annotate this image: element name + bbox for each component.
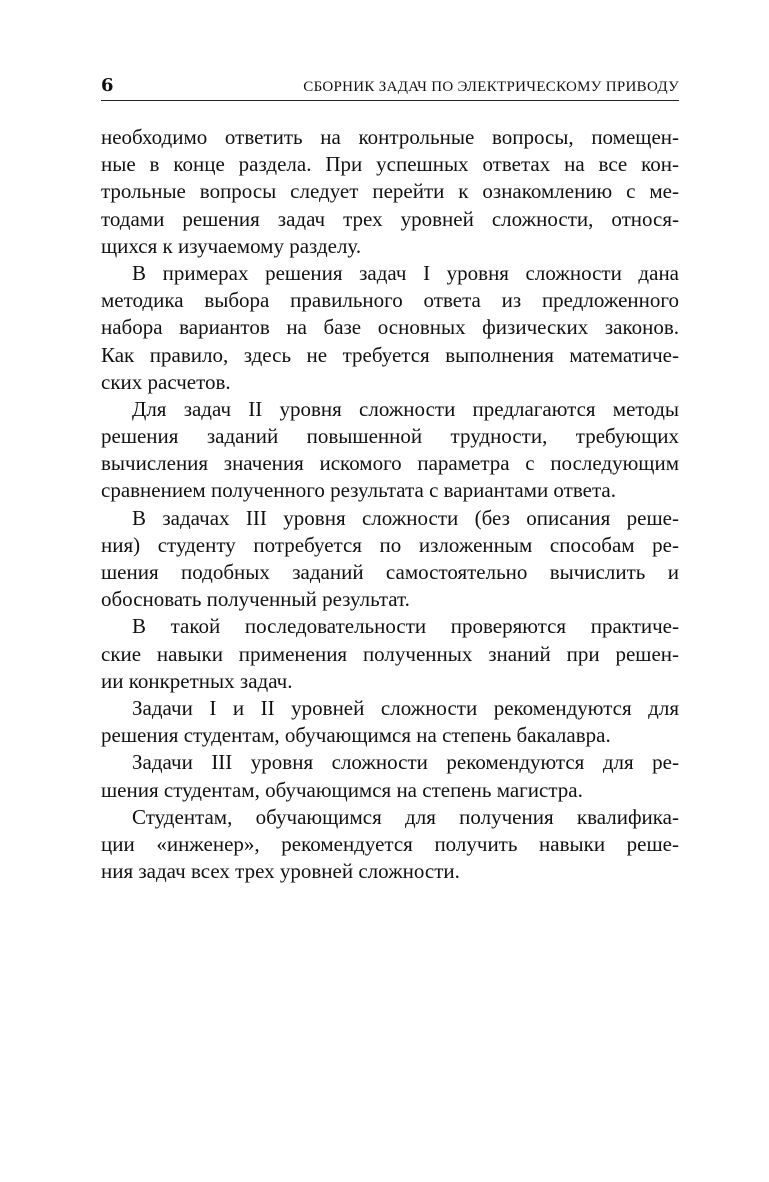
text-line: тодами решения задач трех уровней сложности, относя- <box>101 206 679 231</box>
paragraph <box>101 613 679 695</box>
text-line: В задачах III уровня сложности (без описания реше- <box>132 505 679 530</box>
paragraph <box>101 124 679 260</box>
paragraph <box>101 749 679 803</box>
text-line: ские навыки применения полученных знаний при решен- <box>101 641 679 666</box>
text-line: Студентам, обучающимся для получения квалифика- <box>132 804 679 829</box>
text-line: ния) студенту потребуется по изложенным способам ре- <box>101 532 679 557</box>
text-line: Как правило, здесь не требуется выполнения математиче- <box>101 342 679 367</box>
text-line: ния задач всех трех уровней сложности. <box>101 859 460 884</box>
paragraph <box>101 505 679 614</box>
text-line: ные в конце раздела. При успешных ответах на все кон- <box>101 152 679 177</box>
text-line: ских расчетов. <box>101 369 231 394</box>
text-line: вычисления значения искомого параметра с последующим <box>101 451 679 476</box>
text-line: решения заданий повышенной трудности, требующих <box>101 424 679 449</box>
text-line: ции «инженер», рекомендуется получить навыки реше- <box>101 831 679 856</box>
text-line: необходимо ответить на контрольные вопросы, помещен- <box>101 125 679 149</box>
text-line: Задачи I и II уровней сложности рекомендуются для <box>132 695 679 720</box>
page-number: 6 <box>101 75 114 96</box>
text-line: щихся к изучаемому разделу. <box>101 233 362 258</box>
paragraph <box>101 695 679 749</box>
text-line: решения студентам, обучающимся на степень бакалавра. <box>101 723 611 748</box>
body-text <box>101 124 679 885</box>
paragraph <box>101 260 679 396</box>
running-title: СБОРНИК ЗАДАЧ ПО ЭЛЕКТРИЧЕСКОМУ ПРИВОДУ <box>303 79 679 95</box>
text-line: шения подобных заданий самостоятельно вычислить и <box>101 560 679 584</box>
text-line: сравнением полученного результата с вариантами ответа. <box>101 478 616 503</box>
text-line: трольные вопросы следует перейти к ознакомлению с ме- <box>101 179 679 204</box>
page-header <box>101 74 679 101</box>
text-line: Задачи III уровня сложности рекомендуются для ре- <box>132 750 679 775</box>
text-line: Для задач II уровня сложности предлагаются методы <box>132 396 679 421</box>
text-line: методика выбора правильного ответа из предложенного <box>101 288 679 313</box>
text-line: обосновать полученный результат. <box>101 587 410 612</box>
paragraph <box>101 804 679 886</box>
text-line: В такой последовательности проверяются практиче- <box>132 614 679 639</box>
text-line: шения студентам, обучающимся на степень магистра. <box>101 777 583 802</box>
text-line: набора вариантов на базе основных физических законов. <box>101 315 679 340</box>
text-line: В примерах решения задач I уровня сложности дана <box>132 260 679 285</box>
text-line: ии конкретных задач. <box>101 668 293 693</box>
paragraph <box>101 396 679 505</box>
